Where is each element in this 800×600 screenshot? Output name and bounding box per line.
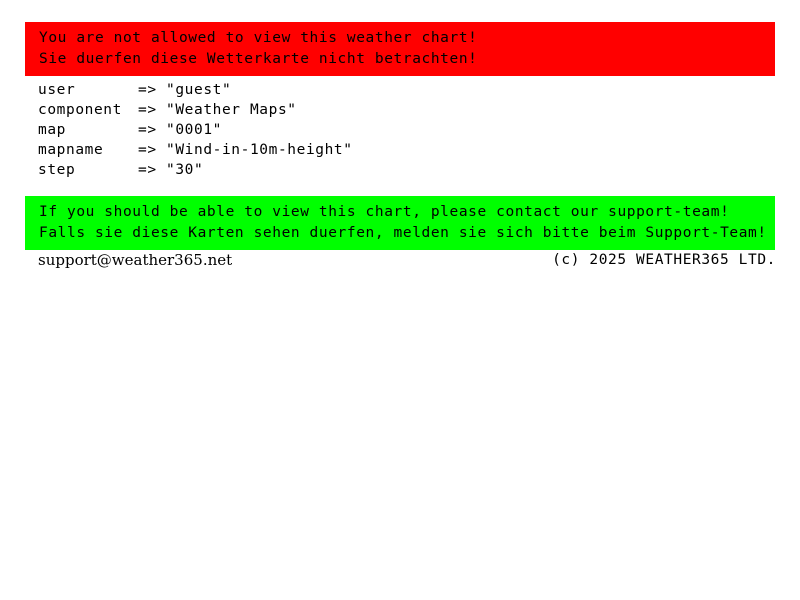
detail-row <box>38 140 353 160</box>
support-message-en: If you should be able to view this chart, please contact our support-team! <box>39 204 730 220</box>
detail-arrow: => <box>138 82 157 98</box>
page-footer <box>38 250 776 270</box>
detail-arrow: => <box>138 102 157 118</box>
support-banner <box>25 196 775 250</box>
support-email-link[interactable]: support@weather365.net <box>38 251 233 269</box>
detail-arrow: => <box>138 122 157 138</box>
detail-key-step: step <box>38 162 76 178</box>
detail-row <box>38 80 353 100</box>
detail-value-component: "Weather Maps" <box>166 102 297 118</box>
access-denied-message-de: Sie duerfen diese Wetterkarte nicht betrachten! <box>39 51 478 67</box>
copyright-text: (c) 2025 WEATHER365 LTD. <box>552 252 776 268</box>
detail-value-map: "0001" <box>166 122 222 138</box>
access-denied-banner <box>25 22 775 76</box>
detail-key-user: user <box>38 82 76 98</box>
detail-value-user: "guest" <box>166 82 232 98</box>
detail-key-map: map <box>38 122 66 138</box>
detail-row <box>38 100 353 120</box>
support-message-de: Falls sie diese Karten sehen duerfen, melden sie sich bitte beim Support-Team! <box>39 225 767 241</box>
detail-key-component: component <box>38 102 122 118</box>
detail-arrow: => <box>138 162 157 178</box>
detail-arrow: => <box>138 142 157 158</box>
request-details <box>38 80 353 180</box>
detail-key-mapname: mapname <box>38 142 104 158</box>
detail-row <box>38 120 353 140</box>
access-denied-message-en: You are not allowed to view this weather chart! <box>39 30 478 46</box>
detail-row <box>38 160 353 180</box>
detail-value-mapname: "Wind-in-10m-height" <box>166 142 353 158</box>
detail-value-step: "30" <box>166 162 204 178</box>
